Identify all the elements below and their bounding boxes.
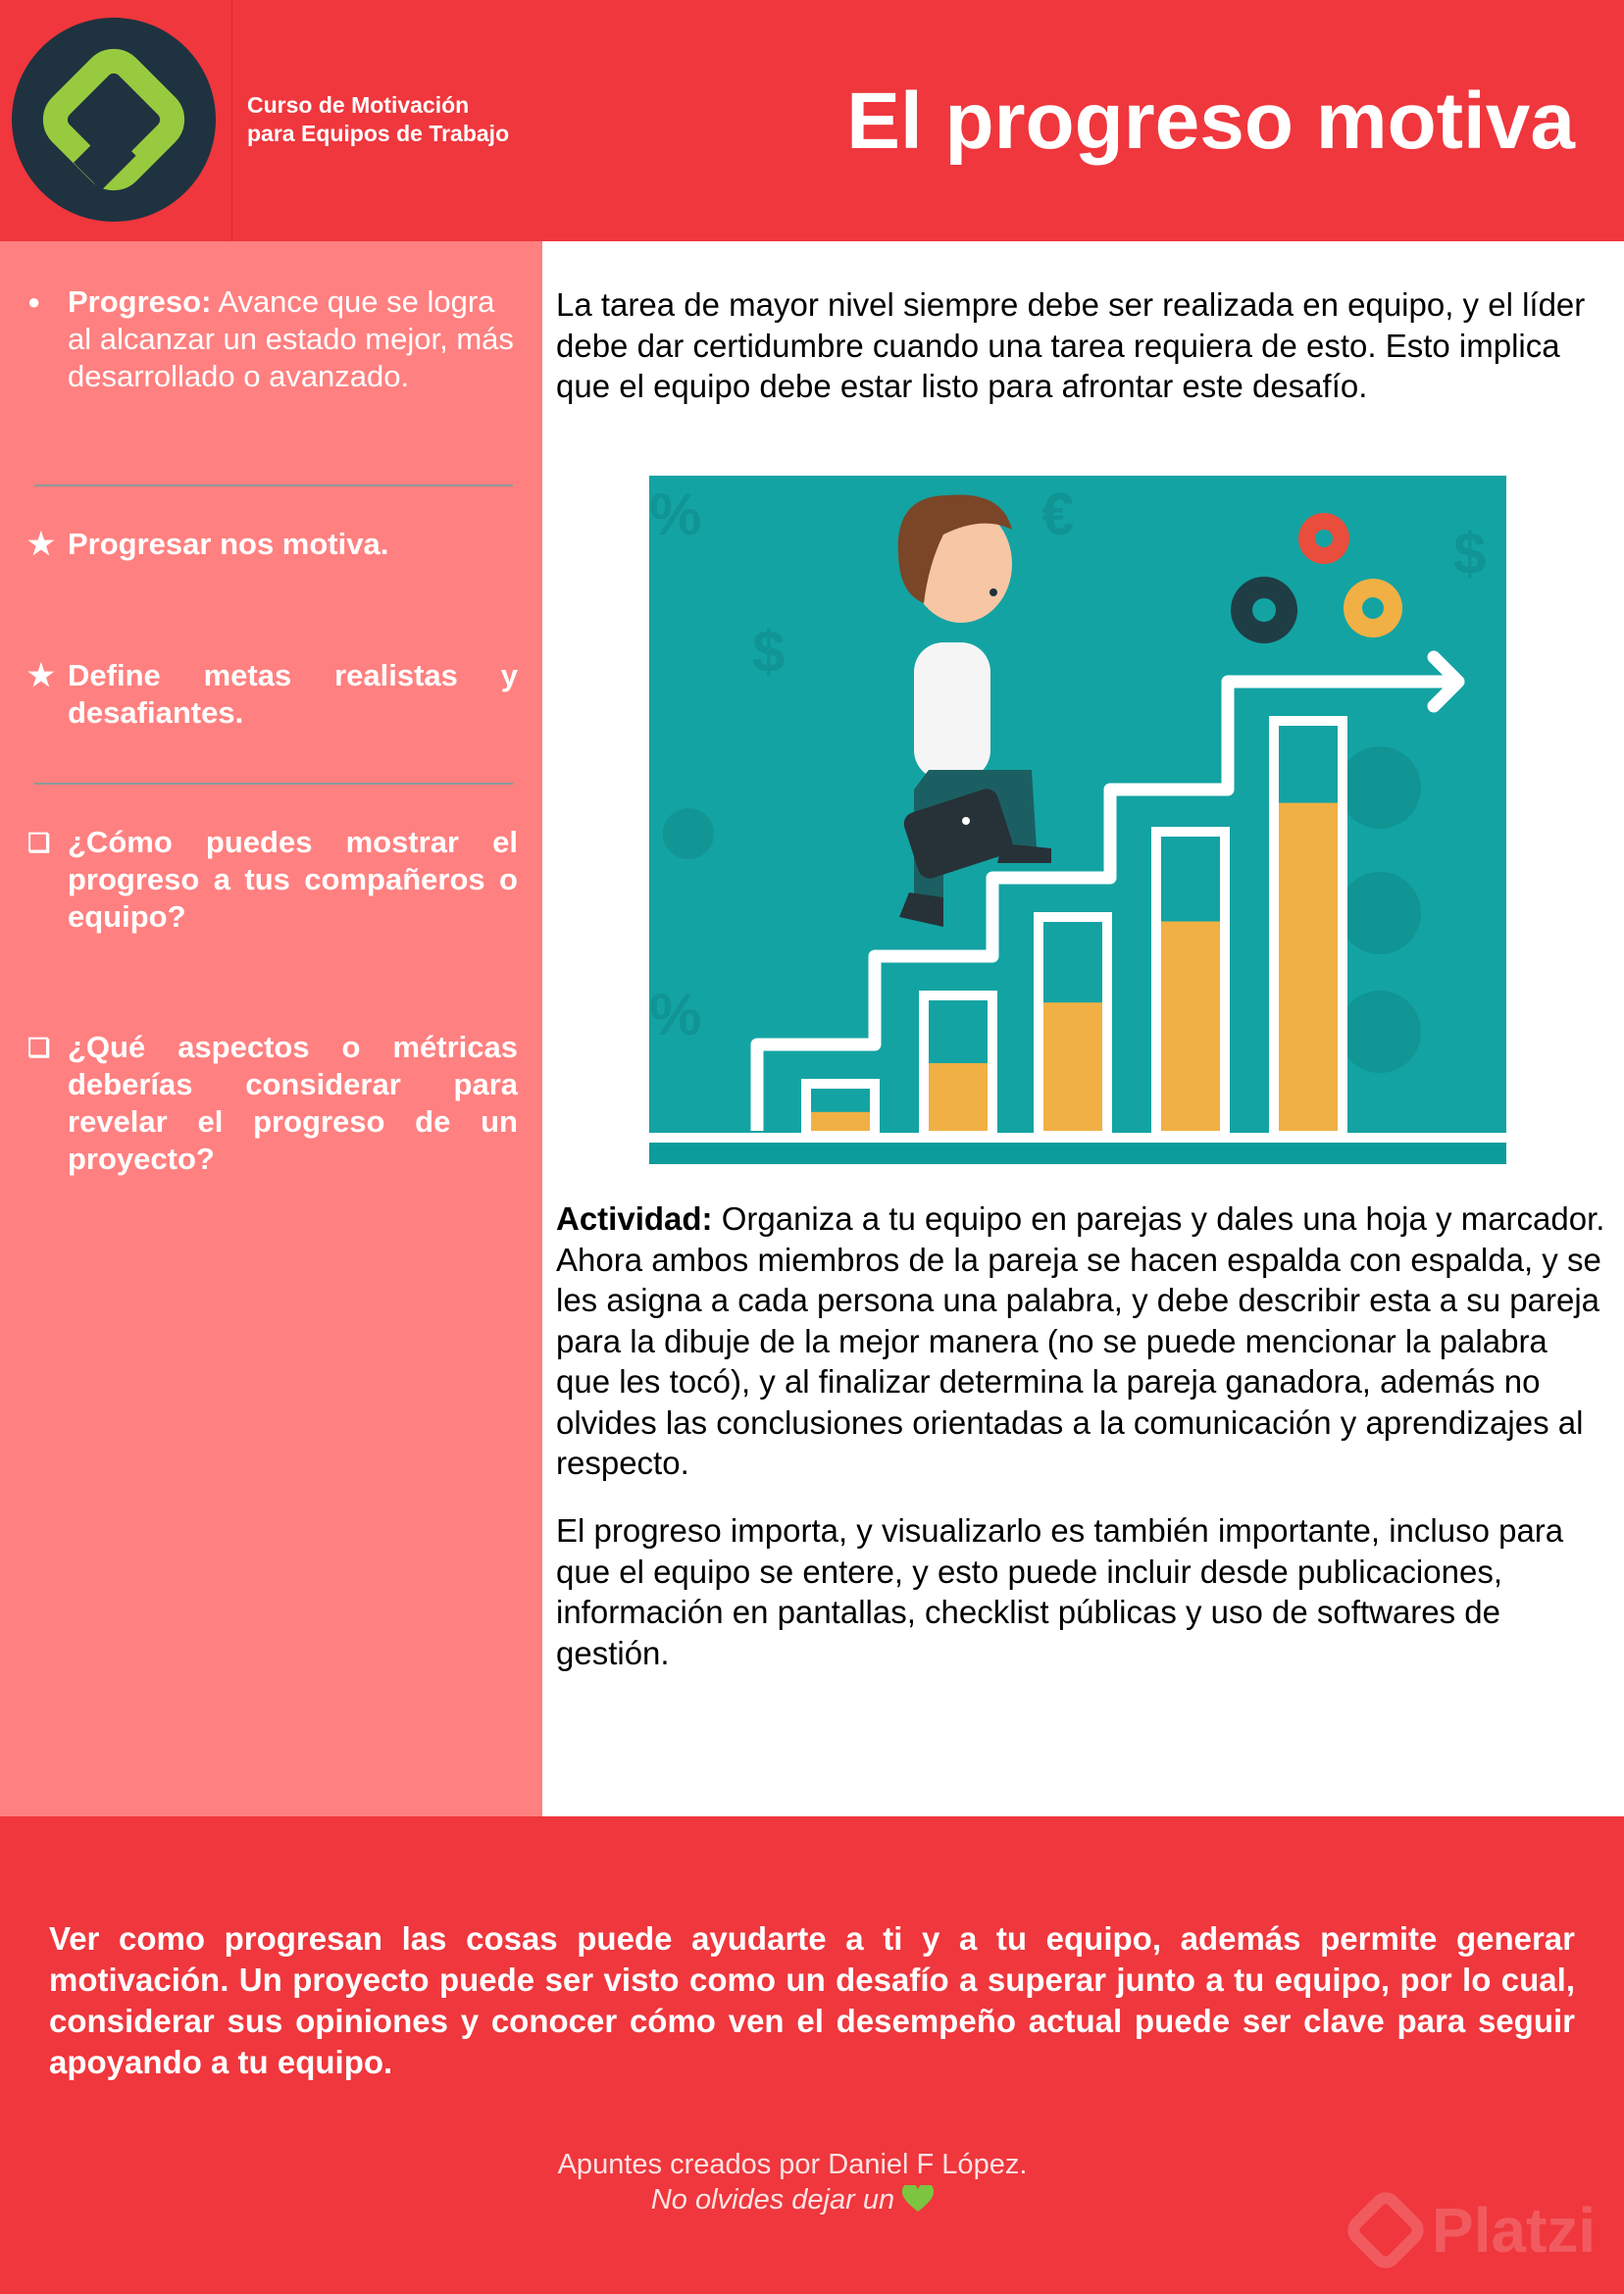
course-line-1: Curso de Motivación bbox=[247, 92, 470, 118]
logo-cell bbox=[0, 0, 232, 241]
checkbox-icon: ❏ bbox=[27, 828, 51, 857]
divider bbox=[34, 783, 513, 785]
question-text: ¿Cómo puedes mostrar el progreso a tus compañeros o equipo? bbox=[68, 825, 518, 934]
bar-fill bbox=[811, 1112, 870, 1131]
svg-text:Platzi: Platzi bbox=[1432, 2195, 1597, 2266]
bar-fill bbox=[1279, 803, 1338, 1131]
star-text: Define metas realistas y desafiantes. bbox=[68, 658, 518, 730]
bar-fill bbox=[1161, 922, 1220, 1132]
star-item bbox=[27, 526, 518, 563]
credit-line-1: Apuntes creados por Daniel F López. bbox=[557, 2149, 1028, 2180]
course-name bbox=[247, 91, 541, 148]
question-item bbox=[27, 1029, 518, 1178]
credit-line-2-text: No olvides dejar un bbox=[650, 2184, 903, 2216]
definition-item bbox=[27, 283, 518, 395]
divider bbox=[34, 484, 513, 486]
definition-text: Avance que se logra al alcanzar un estado mejor, más desarrollado o avanzado. bbox=[68, 284, 514, 393]
star-item bbox=[27, 657, 518, 732]
platzi-logo-icon bbox=[12, 18, 216, 222]
page-title: El progreso motiva bbox=[846, 76, 1575, 166]
svg-text:%: % bbox=[649, 482, 702, 547]
bar-fill bbox=[1043, 1002, 1102, 1131]
svg-text:%: % bbox=[649, 982, 702, 1047]
progress-stairs-illustration bbox=[649, 476, 1506, 1164]
svg-text:$: $ bbox=[1453, 521, 1487, 586]
header-bar bbox=[0, 0, 1624, 241]
intro-paragraph: La tarea de mayor nivel siempre debe ser realizada en equipo, y el líder debe dar certidumbre cuando una tarea requiera de esto. Esto implica que el equipo debe estar listo para afrontar este desafío. bbox=[556, 286, 1586, 404]
green-heart-icon bbox=[902, 2185, 934, 2221]
bullet-icon: ● bbox=[27, 289, 41, 314]
svg-text:€: € bbox=[1041, 482, 1075, 547]
platzi-watermark bbox=[1339, 2181, 1613, 2279]
activity-paragraph bbox=[556, 1198, 1605, 1484]
course-line-2: para Equipos de Trabajo bbox=[247, 121, 510, 146]
activity-label: Actividad: bbox=[556, 1200, 713, 1237]
star-text: Progresar nos motiva. bbox=[68, 527, 389, 561]
question-item bbox=[27, 824, 518, 936]
bar-fill bbox=[929, 1063, 988, 1131]
activity-text: Organiza a tu equipo en parejas y dales una hoja y marcador. Ahora ambos miembros de la pareja se hacen espalda con espalda, y se les asigna a cada persona una palabra, y debe describir esta a su pareja para la dibuje de la mejor manera (no se puede mencionar la palabra que les tocó), y al finalizar determina la pareja ganadora, además no olvides las conclusiones orientadas a la comunicación y aprendizajes al respecto. bbox=[556, 1200, 1605, 1481]
star-icon: ★ bbox=[27, 527, 55, 561]
checkbox-icon: ❏ bbox=[27, 1033, 51, 1062]
sidebar bbox=[0, 241, 542, 1816]
svg-text:$: $ bbox=[752, 619, 786, 685]
definition-term: Progreso: bbox=[68, 284, 212, 319]
question-text: ¿Qué aspectos o métricas deberías considerar para revelar el progreso de un proyecto? bbox=[68, 1030, 518, 1176]
footer-bar bbox=[0, 1816, 1624, 2294]
star-icon: ★ bbox=[27, 658, 55, 692]
footer-message: Ver como progresan las cosas puede ayudarte a ti y a tu equipo, además permite generar motivación. Un proyecto puede ser visto como un desafío a superar junto a tu equipo, por lo cual, considerar sus opiniones y conocer cómo ven el desempeño actual puede ser clave para seguir apoyando a tu equipo. bbox=[49, 1920, 1575, 2080]
closing-paragraph: El progreso importa, y visualizarlo es también importante, incluso para que el equipo se entere, y esto puede incluir desde publicaciones, información en pantallas, checklist públicas y uso de softwares de gestión. bbox=[556, 1512, 1564, 1671]
